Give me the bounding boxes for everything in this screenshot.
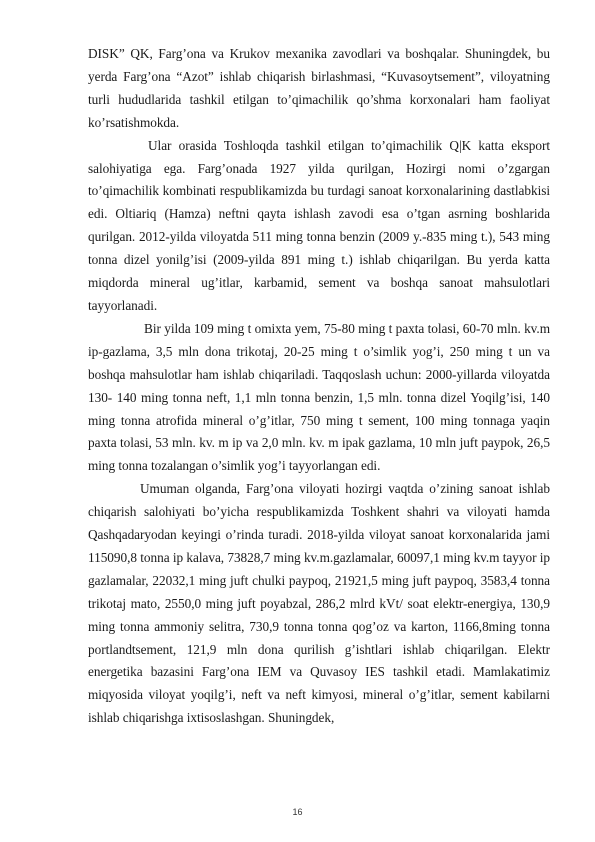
page-number: 16 bbox=[292, 807, 303, 817]
paragraph-4: Umuman olganda, Farg’ona viloyati hozirgi vaqtda o’zining sanoat ishlab chiqarish salohiyati bo’yicha respublikamizda Toshkent shahri va viloyati hamda Qashqadaryodan keyingi o’rinda turadi. 2018-yilda viloyat sanoat korxonalarida jami 115090,8 tonna ip kalava, 73828,7 ming kv.m.gazlamalar, 60097,1 ming kv.m tayyor ip gazlamalar, 22032,1 ming juft chulki paypoq, 21921,5 ming juft paypoq, 3583,4 tonna trikotaj mato, 2550,0 ming juft poyabzal, 286,2 mlrd kVt/ soat elektr-energiya, 130,9 ming tonna ammoniy selitra, 730,9 tonna tonna qog’oz va karton, 1166,8ming tonna portlandtsement, 121,9 mln dona qurilish g’ishtlari ishlab chiqarilgan. Elektr energetika bazasini Farg’ona IEM va Quvasoy IES tashkil etadi. Mamlakatimiz miqyosida viloyat yoqilg’i, neft va neft kimyosi, mineral o’g’itlar, sement kabilarni ishlab chiqarishga ixtisoslashgan. Shuningdek, bbox=[88, 481, 550, 726]
paragraph-2: Ular orasida Toshloqda tashkil etilgan to’qimachilik Q|K katta eksport salohiyatiga ega. Farg’onada 1927 yilda qurilgan, Hozirgi nomi o’zgargan to’qimachilik kombinati respublikamizda bu turdagi sanoat korxonalarining dastlabkisi edi. Oltiariq (Hamza) neftni qayta ishlash zavodi esa o’tgan asrning boshlarida qurilgan. 2012-yilda viloyatda 511 ming tonna benzin (2009 y.-835 ming t.), 543 ming tonna dizel yonilg’isi (2009-yilda 891 ming t.) ishlab chiqarilgan. Bu yerda katta miqdorda mineral ug’itlar, karbamid, sement va boshqa sanoat mahsulotlari tayyorlanadi. bbox=[88, 137, 550, 313]
paragraph-1: DISK” QK, Farg’ona va Krukov mexanika zavodlari va boshqalar. Shuningdek, bu yerda Farg’ona “Azot” ishlab chiqarish birlashmasi, “Kuvasoytsement”, viloyatning turli hududlarida tashkil etilgan to’qimachilik qo’shma korxonalari ham faoliyat ko’rsatishmokda. bbox=[88, 46, 550, 130]
document-body bbox=[88, 43, 550, 730]
paragraph-3: Bir yilda 109 ming t omixta yem, 75-80 ming t paxta tolasi, 60-70 mln. kv.m ip-gazlama, 3,5 mln dona trikotaj, 20-25 ming t o’simlik yog’i, 250 ming t un va boshqa mahsulotlar ham ishlab chiqariladi. Taqqoslash uchun: 2000-yillarda viloyatda 130- 140 ming tonna neft, 1,1 mln tonna benzin, 1,5 mln. tonna dizel Yoqilg’isi, 140 ming tonna atrofida mineral o’g’itlar, 750 ming t sement, 100 ming tonnaga yaqin paxta tolasi, 53 mln. kv. m ip va 2,0 mln. kv. m ipak gazlama, 10 mln juft paypok, 26,5 ming tonna tozalangan o’simlik yog’i tayyorlangan edi. bbox=[88, 320, 550, 474]
